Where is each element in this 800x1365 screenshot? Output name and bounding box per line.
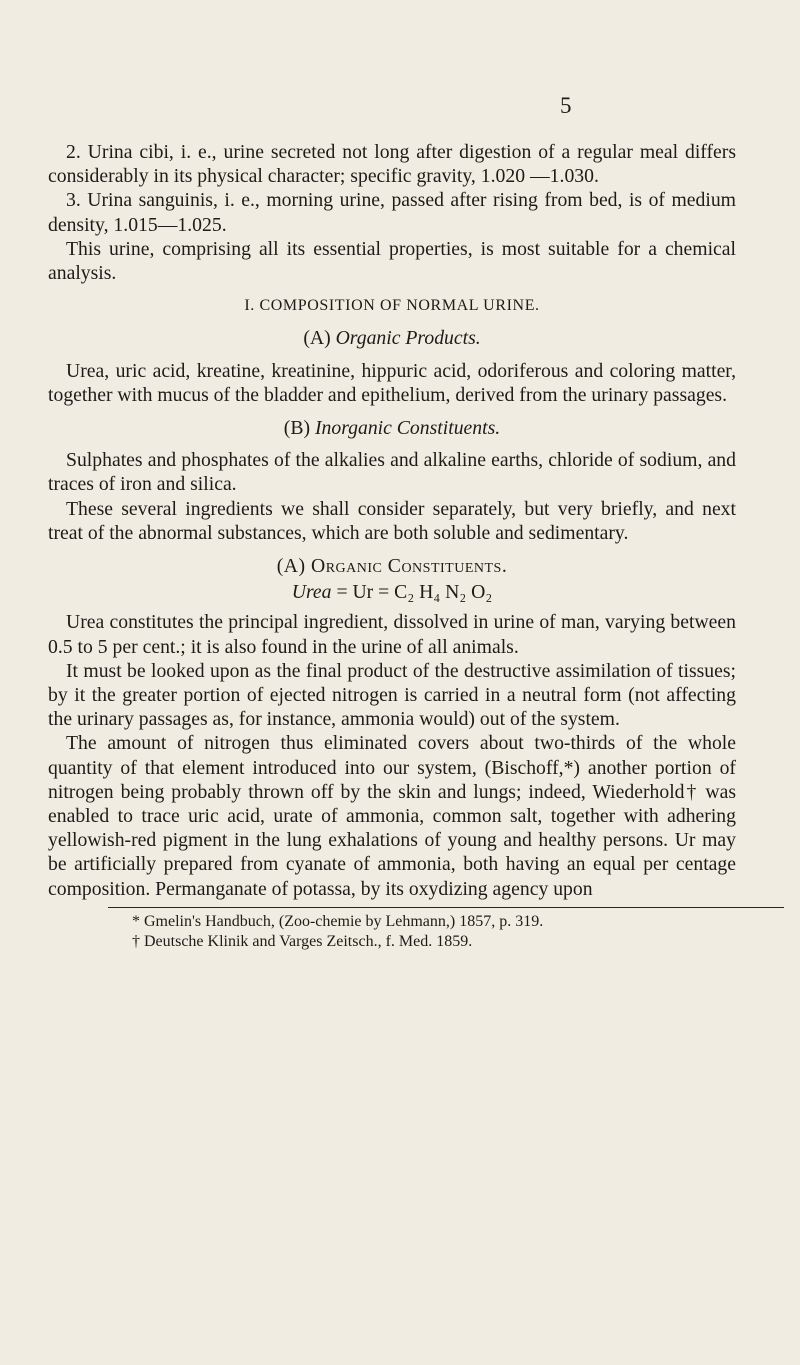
- footnote-1: * Gmelin's Handbuch, (Zoo-chemie by Lehmann,) 1857, p. 319.: [132, 912, 544, 930]
- urea-paragraph-2: It must be looked upon as the final product of the destructive assimilation of tissues; by it the greater portion of ejected nitrogen is carried in a neutral form (not affecting the urinary passages as, for instance, ammonia would) out of the system.: [48, 659, 736, 731]
- subsection-a-title: Organic Products.: [335, 327, 481, 350]
- urea-paragraph-3: The amount of nitrogen thus eliminated covers about two-thirds of the whole quantity of that element introduced into our system, (Bischoff,*) another portion of nitrogen being probably thrown off by the skin and lungs; indeed, Wiederhold† was enabled to trace uric acid, urate of ammonia, common salt, together with adhering yellowish-red pigment in the lung exhalations of young and healthy persons. Ur may be artificially prepared from cyanate of ammonia, both having an equal per centage composition. Permanganate of potassa, by its oxydizing agency upon: [48, 732, 736, 900]
- urea-formula-text: = Ur = C₂ H₄ N₂ O₂: [336, 581, 493, 604]
- subsection-a-body: Urea, uric acid, kreatine, kreatinine, hippuric acid, odoriferous and coloring matter, together with mucus of the bladder and epithelium, derived from the urinary passages.: [48, 359, 736, 406]
- subsection-b-label: (B): [283, 417, 311, 440]
- paragraph-urina-cibi: 2. Urina cibi, i. e., urine secreted not long after digestion of a regular meal differs considerably in its physical character; specific gravity, 1.020 —1.030.: [48, 141, 736, 188]
- section-heading: I. COMPOSITION OF NORMAL URINE.: [244, 297, 540, 315]
- footnotes: [48, 912, 736, 952]
- urea-formula: [48, 580, 736, 604]
- page-number: 5: [560, 93, 572, 118]
- subsection-b-heading: [48, 416, 736, 440]
- subsection-a-heading: [48, 326, 736, 350]
- footnote-2: † Deutsche Klinik and Varges Zeitsch., f. Med. 1859.: [132, 932, 473, 950]
- subsection-b-title: Inorganic Constituents.: [314, 417, 501, 440]
- subsection-a-label: (A): [303, 327, 331, 350]
- urea-paragraph-1: Urea constitutes the principal ingredient, dissolved in urine of man, varying between 0.5 to 5 per cent.; it is also found in the urine of all animals.: [48, 611, 736, 658]
- subsection-b-body: Sulphates and phosphates of the alkalies and alkaline earths, chloride of sodium, and traces of iron and silica.: [48, 449, 736, 496]
- paragraph-urina-sanguinis: 3. Urina sanguinis, i. e., morning urine, passed after rising from bed, is of medium density, 1.015—1.025.: [48, 189, 736, 236]
- footnote-divider: [108, 907, 784, 908]
- subsection-b-body-2: These several ingredients we shall consider separately, but very briefly, and next treat of the abnormal substances, which are both soluble and sedimentary.: [48, 497, 736, 544]
- urea-formula-name: Urea: [291, 581, 332, 604]
- organic-constituents-heading: (A) Organic Constituents.: [276, 555, 508, 578]
- paragraph-this-urine: This urine, comprising all its essential properties, is most suitable for a chemical analysis.: [48, 237, 736, 285]
- page-content: [48, 140, 736, 952]
